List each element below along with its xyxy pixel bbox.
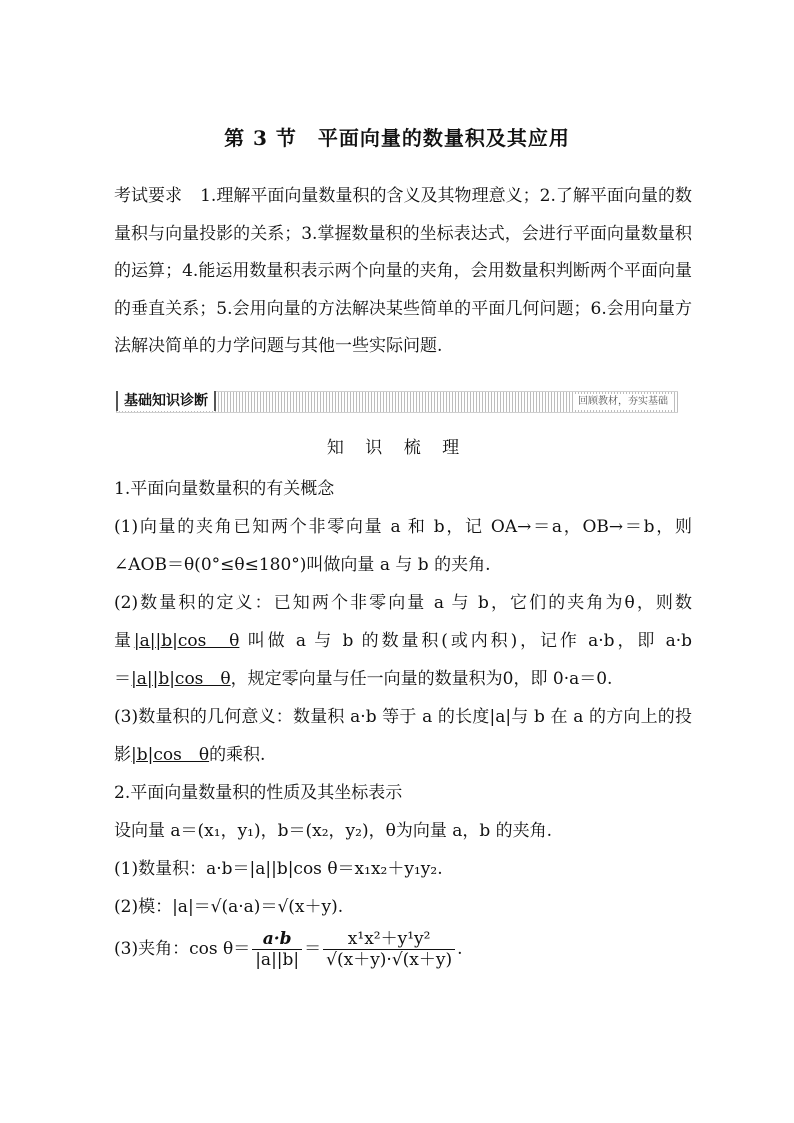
s1-p1: (1)向量的夹角已知两个非零向量 a 和 b，记 OA→＝a，OB→＝b，则∠AOB＝θ(0°≤θ≤180°)叫做向量 a 与 b 的夹角. <box>114 517 692 575</box>
s1-p2-answer-1: |a||b|cos θ <box>133 631 240 651</box>
angle-fraction-2-den: √(x＋y)·√(x＋y) <box>326 950 453 970</box>
page-title: 第 3 节 平面向量的数量积及其应用 <box>224 126 570 150</box>
s2-p3-end: . <box>457 939 463 959</box>
s1-p2 <box>114 584 692 698</box>
s2-p3-label: (3)夹角：cos θ＝ <box>114 939 251 959</box>
s2-heading: 2.平面向量数量积的性质及其坐标表示 <box>114 783 403 803</box>
knowledge-body <box>114 470 692 972</box>
s1-p2-b: 叫做 a 与 b 的数量积(或内积)，记作 a·b，即 a·b＝ <box>114 631 693 689</box>
s2-p3 <box>114 926 692 972</box>
section-bar <box>116 391 678 413</box>
s2-p1: (1)数量积：a·b＝|a||b|cos θ＝x₁x₂＋y₁y₂. <box>114 859 443 879</box>
section-subtitle: 知 识 梳 理 <box>326 438 468 458</box>
exam-requirements <box>114 178 692 366</box>
s2-intro: 设向量 a＝(x₁，y₁)，b＝(x₂，y₂)，θ为向量 a，b 的夹角. <box>114 821 553 841</box>
angle-fraction-2 <box>323 929 455 970</box>
section-bar-note: 回顾教材，夯实基础 <box>574 394 672 410</box>
section-bar-label: 基础知识诊断 <box>116 391 216 411</box>
angle-fraction-1 <box>252 929 302 970</box>
angle-fraction-1-den: |a||b| <box>255 950 300 970</box>
s2-p3-eq: ＝ <box>304 939 322 959</box>
s1-p3-answer: |b|cos θ <box>131 745 210 765</box>
requirements-lead: 考试要求 <box>114 186 183 206</box>
s1-p2-a: (2)数量积的定义：已知两个非零向量 a 与 b，它们的夹角为θ，则数量 <box>114 593 692 651</box>
s1-p3-a: (3)数量积的几何意义：数量积 a·b 等于 a 的长度|a|与 b 在 a 的方向上的投影 <box>114 707 692 765</box>
s1-p3 <box>114 698 692 774</box>
s1-p2-c: ，规定零向量与任一向量的数量积为0，即 0·a＝0. <box>230 669 613 689</box>
angle-fraction-2-num: x¹x²＋y¹y² <box>323 929 455 950</box>
angle-fraction-1-num: a·b <box>252 929 302 950</box>
s2-p2: (2)模：|a|＝√(a·a)＝√(x＋y). <box>114 897 344 917</box>
s1-p3-b: 的乘积. <box>209 745 266 765</box>
s1-heading: 1.平面向量数量积的有关概念 <box>114 479 335 499</box>
requirements-text: 1.理解平面向量数量积的含义及其物理意义；2.了解平面向量的数量积与向量投影的关系；3.掌握数量积的坐标表达式，会进行平面向量数量积的运算；4.能运用数量积表示两个向量的夹角，会用数量积判断两个平面向量的垂直关系；5.会用向量的方法解决某些简单的平面几何问题；6.会用向量方法解决简单的力学问题与其他一些实际问题. <box>114 186 692 356</box>
s1-p2-answer-2: |a||b|cos θ <box>131 669 231 689</box>
